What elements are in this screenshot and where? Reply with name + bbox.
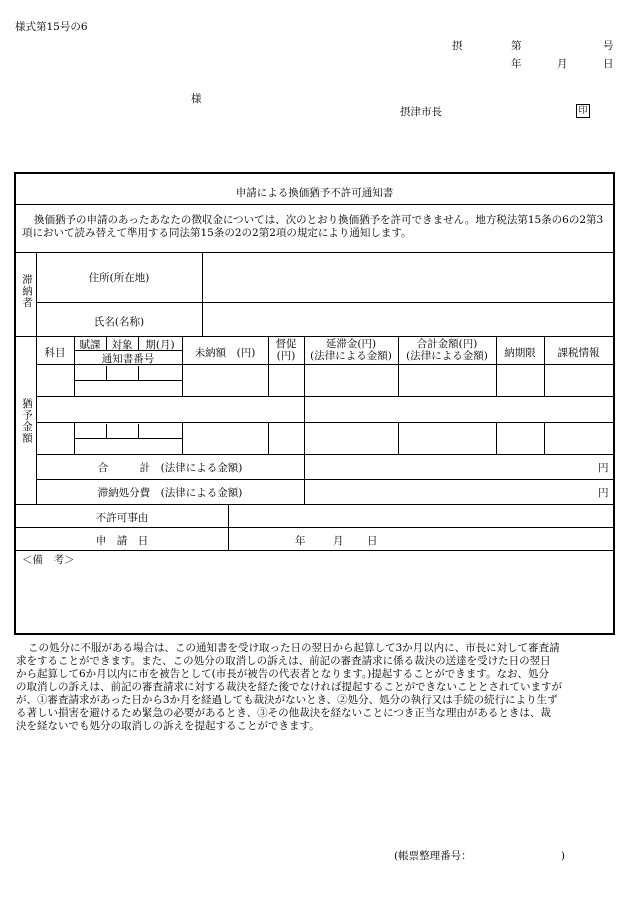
doc-number-prefix: 摂 — [452, 40, 463, 52]
apply-date-label: 申 請 日 — [95, 535, 149, 547]
date-year: 年 — [511, 58, 522, 70]
reason-field[interactable] — [229, 505, 612, 526]
intro-text: 換価猶予の申請のあったあなたの徴収金については、次のとおり換価猶予を許可できません。地方税法第15条の6の2第3項において読み替えて準用する同法第15条の2の2第2項の規定により通知します。 — [22, 214, 604, 239]
name-field[interactable] — [203, 303, 612, 335]
col-nouki: 納期限 — [504, 347, 536, 359]
date-month: 月 — [557, 58, 568, 70]
notice-form — [14, 172, 615, 635]
col-kazei: 課税情報 — [557, 347, 600, 359]
col-taisho: 対象 — [111, 339, 133, 351]
fee-label: 滞納処分費 (法律による金額) — [97, 487, 243, 499]
issuer-name: 摂津市長 — [400, 106, 442, 118]
col-tsuchisho: 通知書番号 — [101, 353, 155, 365]
form-title: 申請による換価猶予不許可通知書 — [235, 187, 394, 199]
apply-date-month: 月 — [333, 535, 344, 547]
name-label: 氏名(名称) — [93, 316, 145, 328]
date-day: 日 — [603, 58, 614, 70]
apply-date-day: 日 — [367, 535, 378, 547]
appeal-notice — [16, 642, 616, 733]
col-fuka: 賦課 — [79, 339, 101, 351]
col-ki: 期(月) — [145, 339, 175, 351]
col-kamoku: 科目 — [44, 347, 66, 359]
reason-label: 不許可事由 — [95, 512, 149, 524]
doc-number-go: 号 — [603, 40, 614, 52]
col-minou: 未納額 (円) — [194, 347, 256, 359]
notice-line: から起算して6か月以内に市を被告として(市長が被告の代表者となります。)提起することができます。なお、処分 — [16, 668, 549, 680]
total-label: 合 計 (法律による金額) — [97, 462, 243, 474]
ledger-number: (帳票整理番号： ) — [394, 850, 565, 862]
taxpayer-label: 滞納者 — [21, 274, 33, 309]
notice-line: 決を経ないでも処分の取消しの訴えを提起することができます。 — [16, 720, 320, 732]
address-field[interactable] — [203, 253, 612, 301]
col-tokusoku: 督促 (円) — [275, 338, 297, 362]
form-number: 様式第15号の6 — [15, 21, 88, 33]
addressee-suffix: 様 — [191, 93, 202, 105]
col-entai: 延滞金(円) (法律による金額) — [310, 338, 392, 362]
address-label: 住所(所在地) — [88, 272, 150, 284]
deferral-amount-label: 猶予金額 — [21, 398, 33, 444]
notice-line: 求をすることができます。また、この処分の取消しの訴えは、前記の審査請求に係る裁決の送達を受けた日の翌日 — [16, 655, 551, 667]
doc-number-dai: 第 — [511, 40, 522, 52]
fee-yen: 円 — [598, 487, 609, 499]
notice-line: る著しい損害を避けるため緊急の必要があるとき、③その他裁決を経ないことにつき正当な理由があるときは、裁 — [16, 707, 551, 719]
col-gokei: 合計金額(円) (法律による金額) — [406, 338, 488, 362]
notice-line: が、①審査請求があった日から3か月を経過しても裁決がないとき、②処分、処分の執行又は手続の続行により生ず — [16, 694, 558, 706]
remarks-label: ＜備 考＞ — [22, 554, 75, 566]
notice-line: この処分に不服がある場合は、この通知書を受け取った日の翌日から起算して3か月以内に、市長に対して審査請 — [28, 642, 560, 654]
seal-mark: 印 — [576, 104, 590, 118]
apply-date-year: 年 — [295, 535, 306, 547]
total-yen: 円 — [598, 462, 609, 474]
notice-line: の取消しの訴えは、前記の審査請求に対する裁決を経た後でなければ提起することができないこととされていますが — [16, 681, 562, 693]
